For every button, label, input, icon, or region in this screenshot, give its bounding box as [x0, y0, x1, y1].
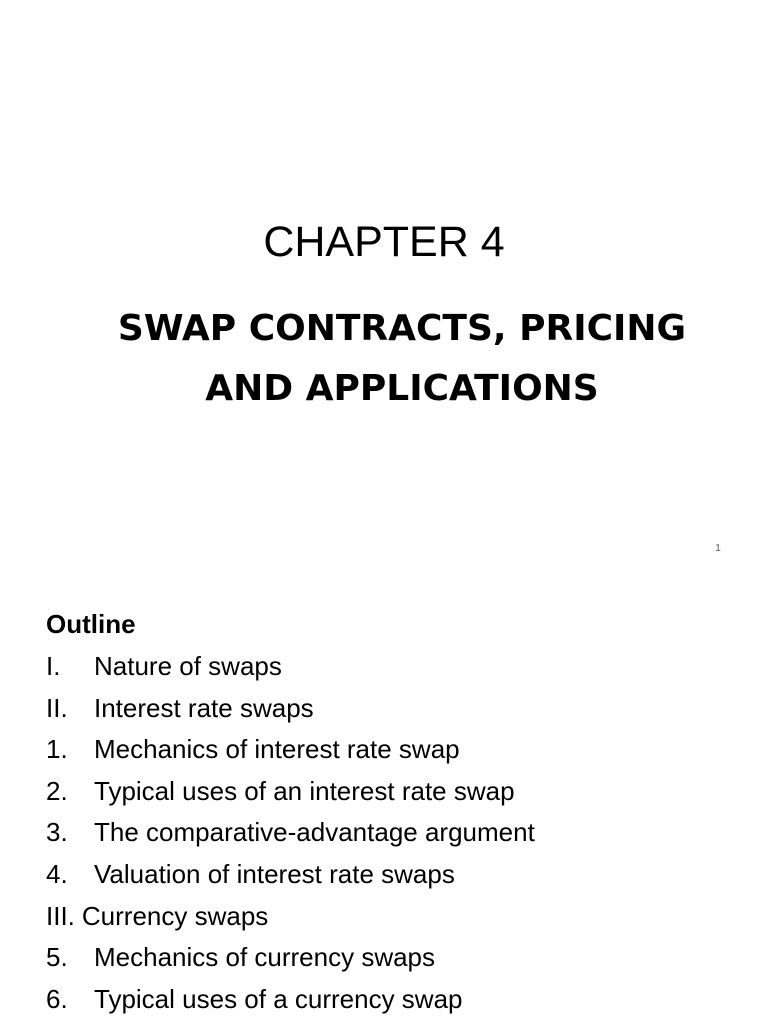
- outline-item-mechanics-irs: [46, 729, 535, 771]
- outline-item-mechanics-currency: [46, 937, 535, 979]
- outline-item-typical-uses-currency: [46, 979, 535, 1021]
- slide-title-line-1: SWAP CONTRACTS, PRICING: [117, 308, 687, 349]
- item-text: Currency swaps: [81, 900, 269, 931]
- item-text: Nature of swaps: [94, 651, 282, 681]
- item-text: Mechanics of interest rate swap: [94, 734, 460, 765]
- item-marker: 4.: [46, 858, 68, 889]
- slide-title-line-2: AND APPLICATIONS: [205, 368, 599, 409]
- item-text: Interest rate swaps: [94, 692, 314, 723]
- outline-item-nature-of-swaps: [46, 646, 535, 688]
- outline-list: [46, 646, 535, 1020]
- outline-item-typical-uses-irs: [46, 771, 535, 813]
- outline-heading: Outline: [46, 609, 136, 639]
- item-marker: 6.: [46, 983, 68, 1014]
- chapter-heading: CHAPTER 4: [263, 218, 505, 266]
- item-marker: 5.: [46, 942, 68, 973]
- outline-item-comparative-advantage: [46, 812, 535, 854]
- item-text: The comparative-advantage argument: [94, 817, 535, 848]
- item-marker: 2.: [46, 775, 68, 806]
- outline-item-valuation-irs: [46, 854, 535, 896]
- outline-item-interest-rate-swaps: [46, 688, 535, 730]
- item-marker: 1.: [46, 734, 68, 765]
- item-marker: III.: [46, 900, 75, 931]
- outline-slide: [0, 576, 768, 1024]
- item-text: Typical uses of a currency swap: [94, 983, 463, 1014]
- outline-item-currency-swaps: [46, 896, 535, 938]
- item-text: Mechanics of currency swaps: [94, 942, 436, 973]
- item-marker: I.: [46, 651, 61, 681]
- item-marker: 3.: [46, 817, 68, 848]
- slide-title: [60, 299, 744, 419]
- item-text: Valuation of interest rate swaps: [94, 858, 455, 889]
- item-marker: II.: [46, 692, 68, 723]
- item-text: Typical uses of an interest rate swap: [94, 775, 515, 806]
- slide-number: 1: [715, 543, 721, 554]
